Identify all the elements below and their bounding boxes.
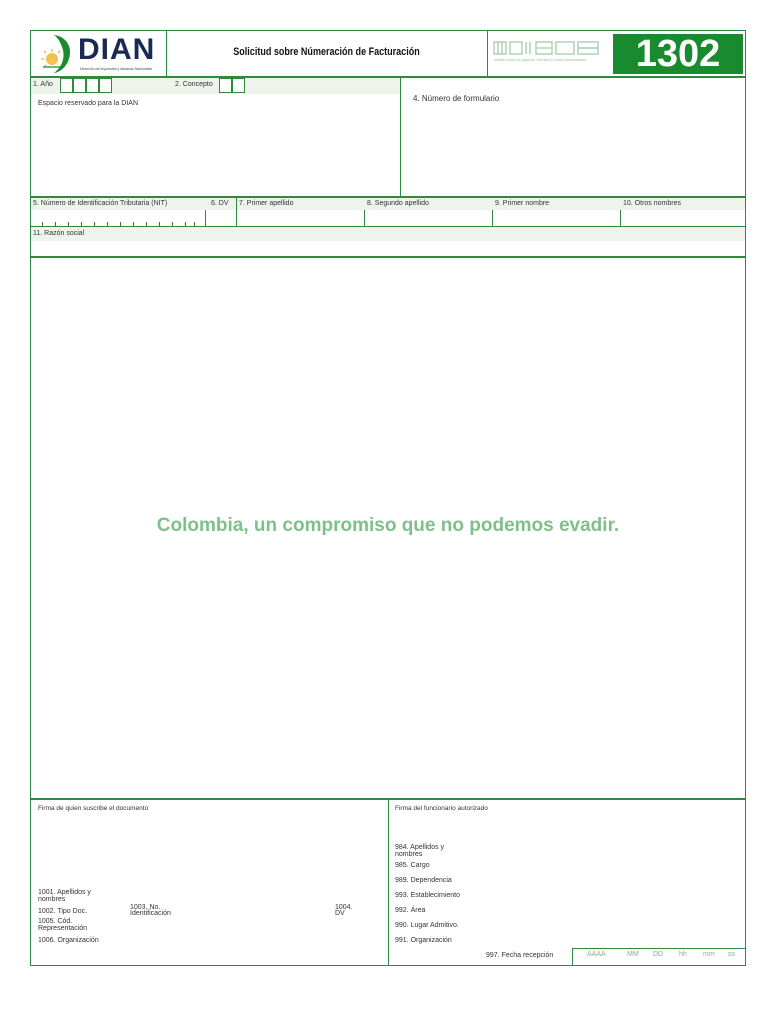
nit-tick bbox=[172, 222, 173, 226]
date-second-part: ss bbox=[728, 951, 735, 958]
form-title: Solicitud sobre Númeración de Facturación bbox=[233, 46, 420, 58]
muisca-subtitle: Modelo Único de Ingresos, Servicio y Control Automatizado bbox=[494, 58, 587, 62]
concept-label: 2. Concepto bbox=[175, 81, 213, 88]
date-minute-part: mm bbox=[703, 951, 715, 958]
official-signature-area[interactable] bbox=[389, 815, 745, 843]
reserved-space-label: Espacio reservado para la DIAN bbox=[38, 100, 138, 107]
muisca-logo bbox=[492, 38, 604, 66]
dian-logo-text: DIAN bbox=[78, 33, 156, 66]
nit-tick bbox=[68, 222, 69, 226]
nit-tick bbox=[159, 222, 160, 226]
dian-emblem-icon bbox=[40, 33, 74, 73]
concept-digit-2[interactable] bbox=[232, 78, 245, 93]
date-day-part: DD bbox=[653, 951, 664, 958]
year-digit-1[interactable] bbox=[60, 78, 73, 93]
field-997-label: 997. Fecha recepción bbox=[486, 952, 554, 959]
field-1004-label: 1004. DV bbox=[335, 904, 353, 917]
first-surname-label: 7. Primer apellido bbox=[239, 200, 294, 207]
nit-tick bbox=[194, 222, 195, 226]
field-984-label: 984. Apellidos y nombres bbox=[395, 844, 445, 858]
field-993-label: 993. Establecimiento bbox=[395, 892, 460, 899]
field-1003-label: 1003. No. Identificación bbox=[130, 904, 171, 917]
field-1001-label: 1001. Apellidos y nombres bbox=[38, 889, 91, 903]
dv-label: 6. DV bbox=[211, 200, 229, 207]
field-985-label: 985. Cargo bbox=[395, 862, 430, 869]
nit-label: 5. Número de Identificación Tributaria (NIT) bbox=[33, 200, 168, 207]
header-divider-1 bbox=[166, 30, 167, 77]
nit-tick bbox=[94, 222, 95, 226]
first-name-label: 9. Primer nombre bbox=[495, 200, 550, 207]
field-1002-label: 1002. Tipo Doc. bbox=[38, 908, 88, 915]
field-1005-label: 1005. Cód. Representación bbox=[38, 918, 88, 932]
first-surname-input[interactable] bbox=[237, 210, 364, 226]
header-divider-2 bbox=[487, 30, 488, 77]
form-number-badge bbox=[613, 34, 743, 74]
concept-digit-1[interactable] bbox=[219, 78, 232, 93]
nit-tick bbox=[107, 222, 108, 226]
dian-logo bbox=[38, 33, 162, 75]
field-992-label: 992. Área bbox=[395, 907, 426, 914]
date-year-part: AAAA bbox=[587, 951, 606, 958]
nit-tick bbox=[185, 222, 186, 226]
dian-logo-subtitle: Dirección de Impuestos y Aduanas Nacionales bbox=[80, 67, 153, 71]
signer-signature-area[interactable] bbox=[31, 815, 387, 885]
field-990-label: 990. Lugar Admitivo. bbox=[395, 922, 459, 929]
field-989-label: 989. Dependencia bbox=[395, 877, 452, 884]
other-names-label: 10. Otros nombres bbox=[623, 200, 681, 207]
dv-input[interactable] bbox=[206, 210, 236, 226]
form-number-text: 1302 bbox=[635, 33, 721, 75]
date-month-part: MM bbox=[627, 951, 639, 958]
first-name-input[interactable] bbox=[493, 210, 620, 226]
slogan-text: Colombia, un compromiso que no podemos evadir. bbox=[156, 515, 620, 536]
company-name-label: 11. Razón social bbox=[33, 230, 85, 237]
nit-tick bbox=[81, 222, 82, 226]
signer-signature-label: Firma de quien suscribe el documento bbox=[38, 805, 149, 812]
form-number-field-label: 4. Número de formulario bbox=[413, 94, 500, 103]
muisca-emblem-icon bbox=[492, 38, 604, 56]
other-names-input[interactable] bbox=[621, 210, 745, 226]
second-surname-label: 8. Segundo apellido bbox=[367, 200, 429, 207]
section-identification-frame bbox=[30, 77, 746, 197]
year-digit-3[interactable] bbox=[86, 78, 99, 93]
nit-tick bbox=[133, 222, 134, 226]
nit-tick bbox=[120, 222, 121, 226]
year-label: 1. Año bbox=[33, 81, 53, 88]
field-991-label: 991. Organización bbox=[395, 937, 452, 944]
nit-tick bbox=[146, 222, 147, 226]
official-signature-label: Firma del funcionario autorizado bbox=[395, 805, 488, 812]
date-hour-part: hh bbox=[679, 951, 687, 958]
nit-input[interactable] bbox=[31, 210, 205, 226]
year-digit-2[interactable] bbox=[73, 78, 86, 93]
company-name-input[interactable] bbox=[31, 241, 745, 256]
nit-tick bbox=[42, 222, 43, 226]
year-digit-4[interactable] bbox=[99, 78, 112, 93]
nit-tick bbox=[55, 222, 56, 226]
field-1006-label: 1006. Organización bbox=[38, 937, 99, 944]
second-surname-input[interactable] bbox=[365, 210, 492, 226]
section1-divider bbox=[400, 77, 401, 197]
company-label-band bbox=[31, 227, 745, 241]
